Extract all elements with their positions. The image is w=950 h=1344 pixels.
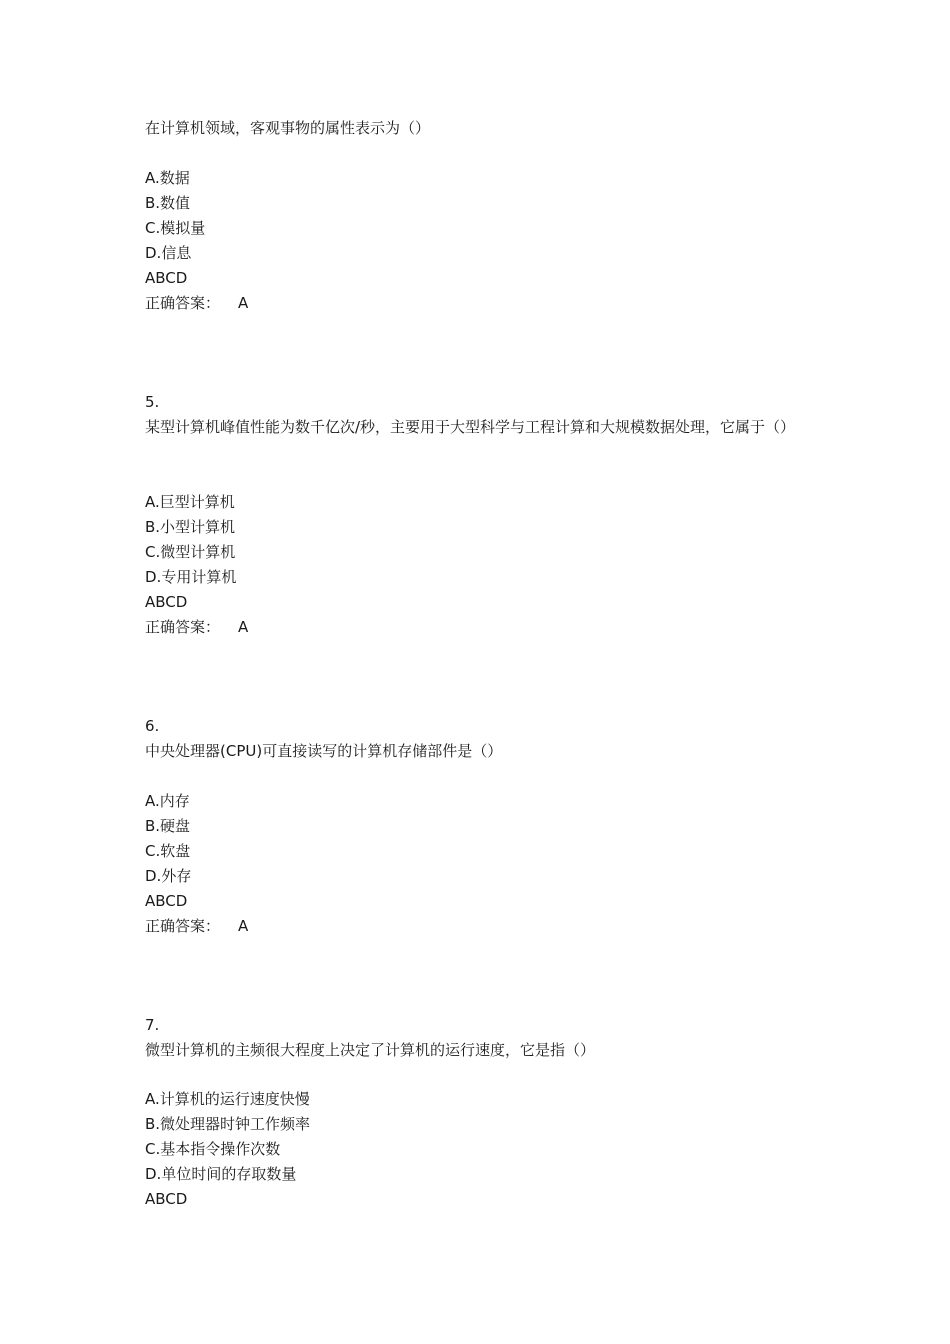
choice-letters: ABCD (145, 269, 188, 287)
answer-value: A (238, 618, 249, 636)
option-b: B.小型计算机 (145, 518, 236, 536)
option-d: D.信息 (145, 244, 192, 262)
option-d: D.外存 (145, 867, 192, 885)
answer-value: A (238, 294, 249, 312)
choice-letters: ABCD (145, 1190, 188, 1208)
correct-answer (145, 916, 248, 936)
option-a: A.内存 (145, 792, 190, 810)
option-a: A.数据 (145, 169, 190, 187)
option-d: D.专用计算机 (145, 568, 237, 586)
option-b: B.硬盘 (145, 817, 191, 835)
choice-letters: ABCD (145, 892, 188, 910)
answer-label: 正确答案： (145, 618, 221, 636)
answer-label: 正确答案： (145, 917, 221, 935)
question-text: 微型计算机的主频很大程度上决定了计算机的运行速度，它是指（） (145, 1041, 596, 1059)
question-number: 7. (145, 1016, 160, 1034)
option-c: C.模拟量 (145, 219, 206, 237)
question-text: 某型计算机峰值性能为数千亿次/秒，主要用于大型科学与工程计算和大规模数据处理，它属于（） (145, 418, 796, 436)
question-number: 6. (145, 717, 160, 735)
option-a: A.计算机的运行速度快慢 (145, 1090, 310, 1108)
question-number: 5. (145, 393, 160, 411)
choice-letters: ABCD (145, 593, 188, 611)
option-a: A.巨型计算机 (145, 493, 235, 511)
option-d: D.单位时间的存取数量 (145, 1165, 297, 1183)
answer-value: A (238, 917, 249, 935)
option-b: B.微处理器时钟工作频率 (145, 1115, 311, 1133)
option-c: C.软盘 (145, 842, 191, 860)
correct-answer (145, 617, 248, 637)
question-text: 在计算机领域，客观事物的属性表示为（） (145, 119, 431, 137)
answer-label: 正确答案： (145, 294, 221, 312)
correct-answer (145, 293, 248, 313)
option-c: C.微型计算机 (145, 543, 236, 561)
option-c: C.基本指令操作次数 (145, 1140, 281, 1158)
option-b: B.数值 (145, 194, 191, 212)
question-text: 中央处理器(CPU)可直接读写的计算机存储部件是（） (145, 742, 503, 760)
